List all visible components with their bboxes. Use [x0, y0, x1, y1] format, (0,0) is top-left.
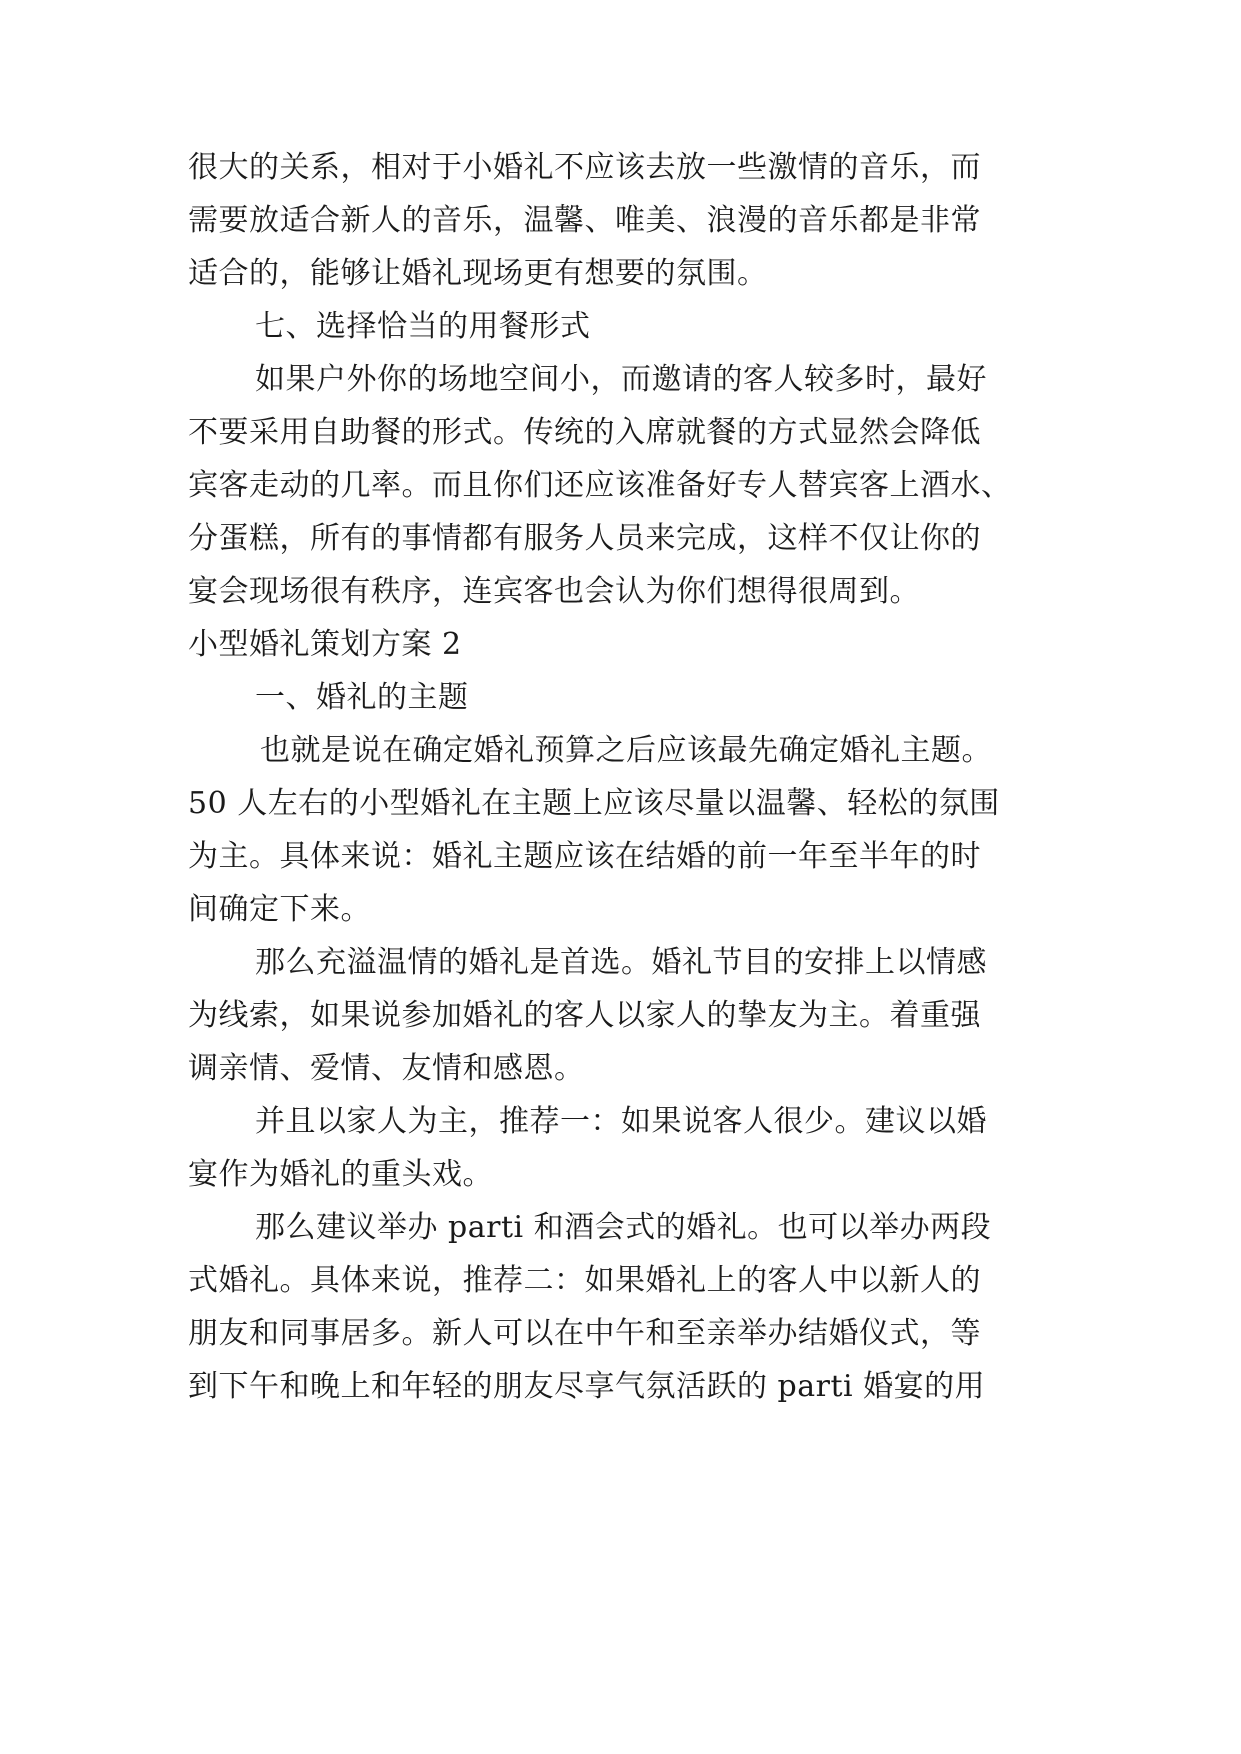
text-line: 也就是说在确定婚礼预算之后应该最先确定婚礼主题。: [260, 733, 992, 768]
text-line: 到下午和晚上和年轻的朋友尽享气氛活跃的 parti 婚宴的用: [188, 1369, 986, 1404]
text-line: 调亲情、爱情、友情和感恩。: [188, 1051, 585, 1086]
text-line: 不要采用自助餐的形式。传统的入席就餐的方式显然会降低: [188, 415, 981, 450]
text-line: 那么建议举办 parti 和酒会式的婚礼。也可以举办两段: [255, 1210, 992, 1245]
text-line: 需要放适合新人的音乐，温馨、唯美、浪漫的音乐都是非常: [188, 203, 981, 238]
text-line: 50 人左右的小型婚礼在主题上应该尽量以温馨、轻松的氛围: [188, 786, 1000, 821]
text-line: 为线索，如果说参加婚礼的客人以家人的挚友为主。着重强: [188, 998, 981, 1033]
text-line: 那么充溢温情的婚礼是首选。婚礼节目的安排上以情感: [255, 945, 987, 980]
text-line: 并且以家人为主，推荐一：如果说客人很少。建议以婚: [255, 1104, 987, 1139]
text-line: 宴会现场很有秩序，连宾客也会认为你们想得很周到。: [188, 574, 920, 609]
section-heading: 七、选择恰当的用餐形式: [255, 309, 591, 344]
text-line: 分蛋糕，所有的事情都有服务人员来完成，这样不仅让你的: [188, 521, 981, 556]
text-line: 如果户外你的场地空间小，而邀请的客人较多时，最好: [255, 362, 987, 397]
text-line: 间确定下来。: [188, 892, 371, 927]
document-title: 小型婚礼策划方案 2: [188, 627, 462, 662]
text-line: 为主。具体来说：婚礼主题应该在结婚的前一年至半年的时: [188, 839, 981, 874]
section-heading: 一、婚礼的主题: [255, 680, 469, 715]
text-line: 朋友和同事居多。新人可以在中午和至亲举办结婚仪式，等: [188, 1316, 981, 1351]
text-line: 很大的关系，相对于小婚礼不应该去放一些激情的音乐，而: [188, 150, 981, 185]
text-line: 式婚礼。具体来说，推荐二：如果婚礼上的客人中以新人的: [188, 1263, 981, 1298]
text-line: 宾客走动的几率。而且你们还应该准备好专人替宾客上酒水、: [188, 468, 1012, 503]
text-line: 宴作为婚礼的重头戏。: [188, 1157, 493, 1192]
text-line: 适合的，能够让婚礼现场更有想要的氛围。: [188, 256, 768, 291]
